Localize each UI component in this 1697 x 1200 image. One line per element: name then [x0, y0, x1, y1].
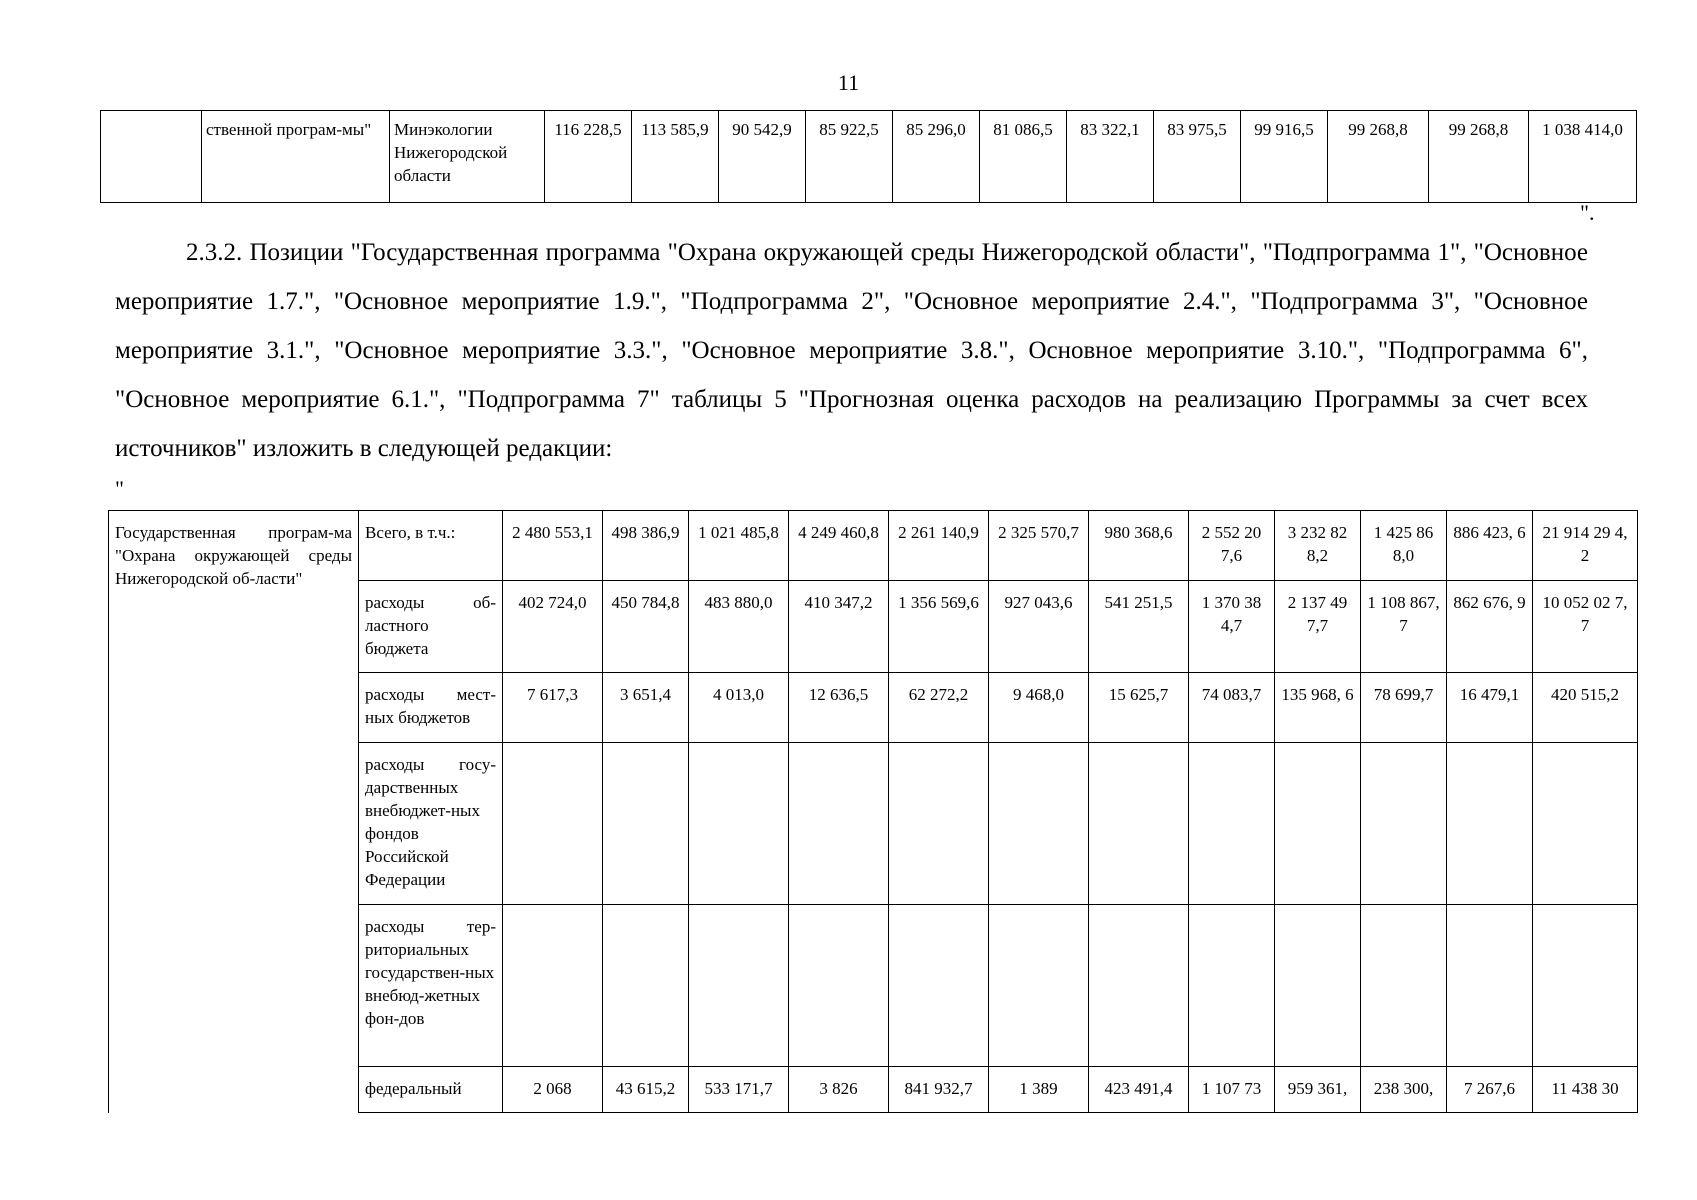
closing-quote: ".	[1580, 200, 1595, 225]
value-cell: 3 651,4	[603, 673, 689, 743]
table-row	[101, 111, 1637, 203]
value-cell: 1 389	[989, 1067, 1089, 1113]
value-cell: 74 083,7	[1189, 673, 1275, 743]
value-cell	[1275, 905, 1361, 1067]
value-cell: 886 423, 6	[1447, 511, 1533, 581]
value-cell: 2 552 20 7,6	[1189, 511, 1275, 581]
table-row	[109, 511, 1638, 581]
value-cell	[1275, 743, 1361, 905]
value-cell: 90 542,9	[719, 111, 806, 203]
value-cell: 1 356 569,6	[889, 581, 989, 673]
value-cell: 1 021 485,8	[689, 511, 789, 581]
value-cell: 1 108 867,7	[1361, 581, 1447, 673]
value-cell: 1 425 86 8,0	[1361, 511, 1447, 581]
value-cell	[989, 743, 1089, 905]
value-cell: 533 171,7	[689, 1067, 789, 1113]
value-cell: 7 617,3	[503, 673, 603, 743]
executor-cell: Минэкологии Нижегородской области	[390, 111, 545, 203]
value-cell: 2 480 553,1	[503, 511, 603, 581]
value-cell: 4 249 460,8	[789, 511, 889, 581]
opening-quote: "	[115, 476, 124, 501]
value-cell: 16 479,1	[1447, 673, 1533, 743]
value-cell: 81 086,5	[980, 111, 1067, 203]
value-cell: 980 368,6	[1089, 511, 1189, 581]
value-cell	[1189, 743, 1275, 905]
value-cell: 841 932,7	[889, 1067, 989, 1113]
value-cell: 2 261 140,9	[889, 511, 989, 581]
page-number: 11	[837, 70, 860, 95]
value-cell: 410 347,2	[789, 581, 889, 673]
value-cell	[989, 905, 1089, 1067]
value-cell: 9 468,0	[989, 673, 1089, 743]
value-cell	[1447, 905, 1533, 1067]
amendment-paragraph: 2.3.2. Позиции "Государственная программа "Охрана окружающей среды Нижегородской области", "Подпрограмма 1", "Основное мероприятие 1.7.", "Основное мероприятие 1.9.", "Подпрограмма 2", "Основное мероприятие 2.4.", "Подпрограмма 3", "Основное мероприятие 3.1.", "Основное мероприятие 3.3.", "Основное мероприятие 3.8.", Основное мероприятие 3.10.", "Подпрограмма 6", "Основное мероприятие 6.1.", "Подпрограмма 7" таблицы 5 "Прогнозная оценка расходов на реализацию Программы за счет всех источников" изложить в следующей редакции:	[115, 239, 1588, 462]
value-cell	[789, 743, 889, 905]
value-cell	[1533, 905, 1638, 1067]
value-cell: 83 322,1	[1067, 111, 1154, 203]
value-cell: 959 361,	[1275, 1067, 1361, 1113]
value-cell: 113 585,9	[632, 111, 719, 203]
category-cell: расходы об-ластного бюджета	[359, 581, 503, 673]
value-cell: 3 232 82 8,2	[1275, 511, 1361, 581]
value-cell	[889, 905, 989, 1067]
value-cell	[1361, 743, 1447, 905]
value-cell: 2 137 49 7,7	[1275, 581, 1361, 673]
value-cell: 402 724,0	[503, 581, 603, 673]
category-cell: федеральный	[359, 1067, 503, 1113]
expense-table	[108, 510, 1638, 1113]
value-cell: 2 325 570,7	[989, 511, 1089, 581]
value-cell: 2 068	[503, 1067, 603, 1113]
value-cell	[689, 743, 789, 905]
value-cell: 85 296,0	[893, 111, 980, 203]
value-cell	[1189, 905, 1275, 1067]
program-name-cell: Государственная програм-ма "Охрана окружающей среды Нижегородской об-ласти"	[109, 511, 359, 1113]
value-cell: 99 268,8	[1328, 111, 1429, 203]
value-cell: 83 975,5	[1154, 111, 1241, 203]
value-cell: 116 228,5	[545, 111, 632, 203]
value-cell	[1533, 743, 1638, 905]
value-cell: 85 922,5	[806, 111, 893, 203]
value-cell: 238 300,	[1361, 1067, 1447, 1113]
value-cell	[1361, 905, 1447, 1067]
value-cell: 862 676, 9	[1447, 581, 1533, 673]
category-cell: расходы мест-ных бюджетов	[359, 673, 503, 743]
value-cell: 1 038 414,0	[1529, 111, 1637, 203]
value-cell: 7 267,6	[1447, 1067, 1533, 1113]
value-cell: 10 052 02 7,7	[1533, 581, 1638, 673]
value-cell: 450 784,8	[603, 581, 689, 673]
category-cell: расходы госу-дарственных внебюджет-ных фондов Российской Федерации	[359, 743, 503, 905]
value-cell: 43 615,2	[603, 1067, 689, 1113]
value-cell	[1089, 743, 1189, 905]
value-cell: 135 968, 6	[1275, 673, 1361, 743]
value-cell: 1 370 38 4,7	[1189, 581, 1275, 673]
value-cell: 927 043,6	[989, 581, 1089, 673]
value-cell	[503, 743, 603, 905]
value-cell: 15 625,7	[1089, 673, 1189, 743]
value-cell: 4 013,0	[689, 673, 789, 743]
value-cell	[689, 905, 789, 1067]
value-cell: 483 880,0	[689, 581, 789, 673]
value-cell	[1089, 905, 1189, 1067]
value-cell: 12 636,5	[789, 673, 889, 743]
value-cell	[603, 743, 689, 905]
row-number-cell	[101, 111, 202, 203]
value-cell: 541 251,5	[1089, 581, 1189, 673]
value-cell	[603, 905, 689, 1067]
value-cell: 3 826	[789, 1067, 889, 1113]
value-cell	[789, 905, 889, 1067]
value-cell: 99 268,8	[1429, 111, 1529, 203]
value-cell: 78 699,7	[1361, 673, 1447, 743]
value-cell	[503, 905, 603, 1067]
value-cell: 21 914 29 4,2	[1533, 511, 1638, 581]
value-cell: 62 272,2	[889, 673, 989, 743]
value-cell: 498 386,9	[603, 511, 689, 581]
value-cell: 99 916,5	[1241, 111, 1328, 203]
continuation-table	[100, 110, 1637, 203]
category-cell: Всего, в т.ч.:	[359, 511, 503, 581]
value-cell: 420 515,2	[1533, 673, 1638, 743]
value-cell	[889, 743, 989, 905]
category-cell: расходы тер-риториальных государствен-ных внебюд-жетных фон-дов	[359, 905, 503, 1067]
value-cell	[1447, 743, 1533, 905]
value-cell: 423 491,4	[1089, 1067, 1189, 1113]
program-name-cell: ственной програм-мы"	[202, 111, 390, 203]
value-cell: 1 107 73	[1189, 1067, 1275, 1113]
value-cell: 11 438 30	[1533, 1067, 1638, 1113]
